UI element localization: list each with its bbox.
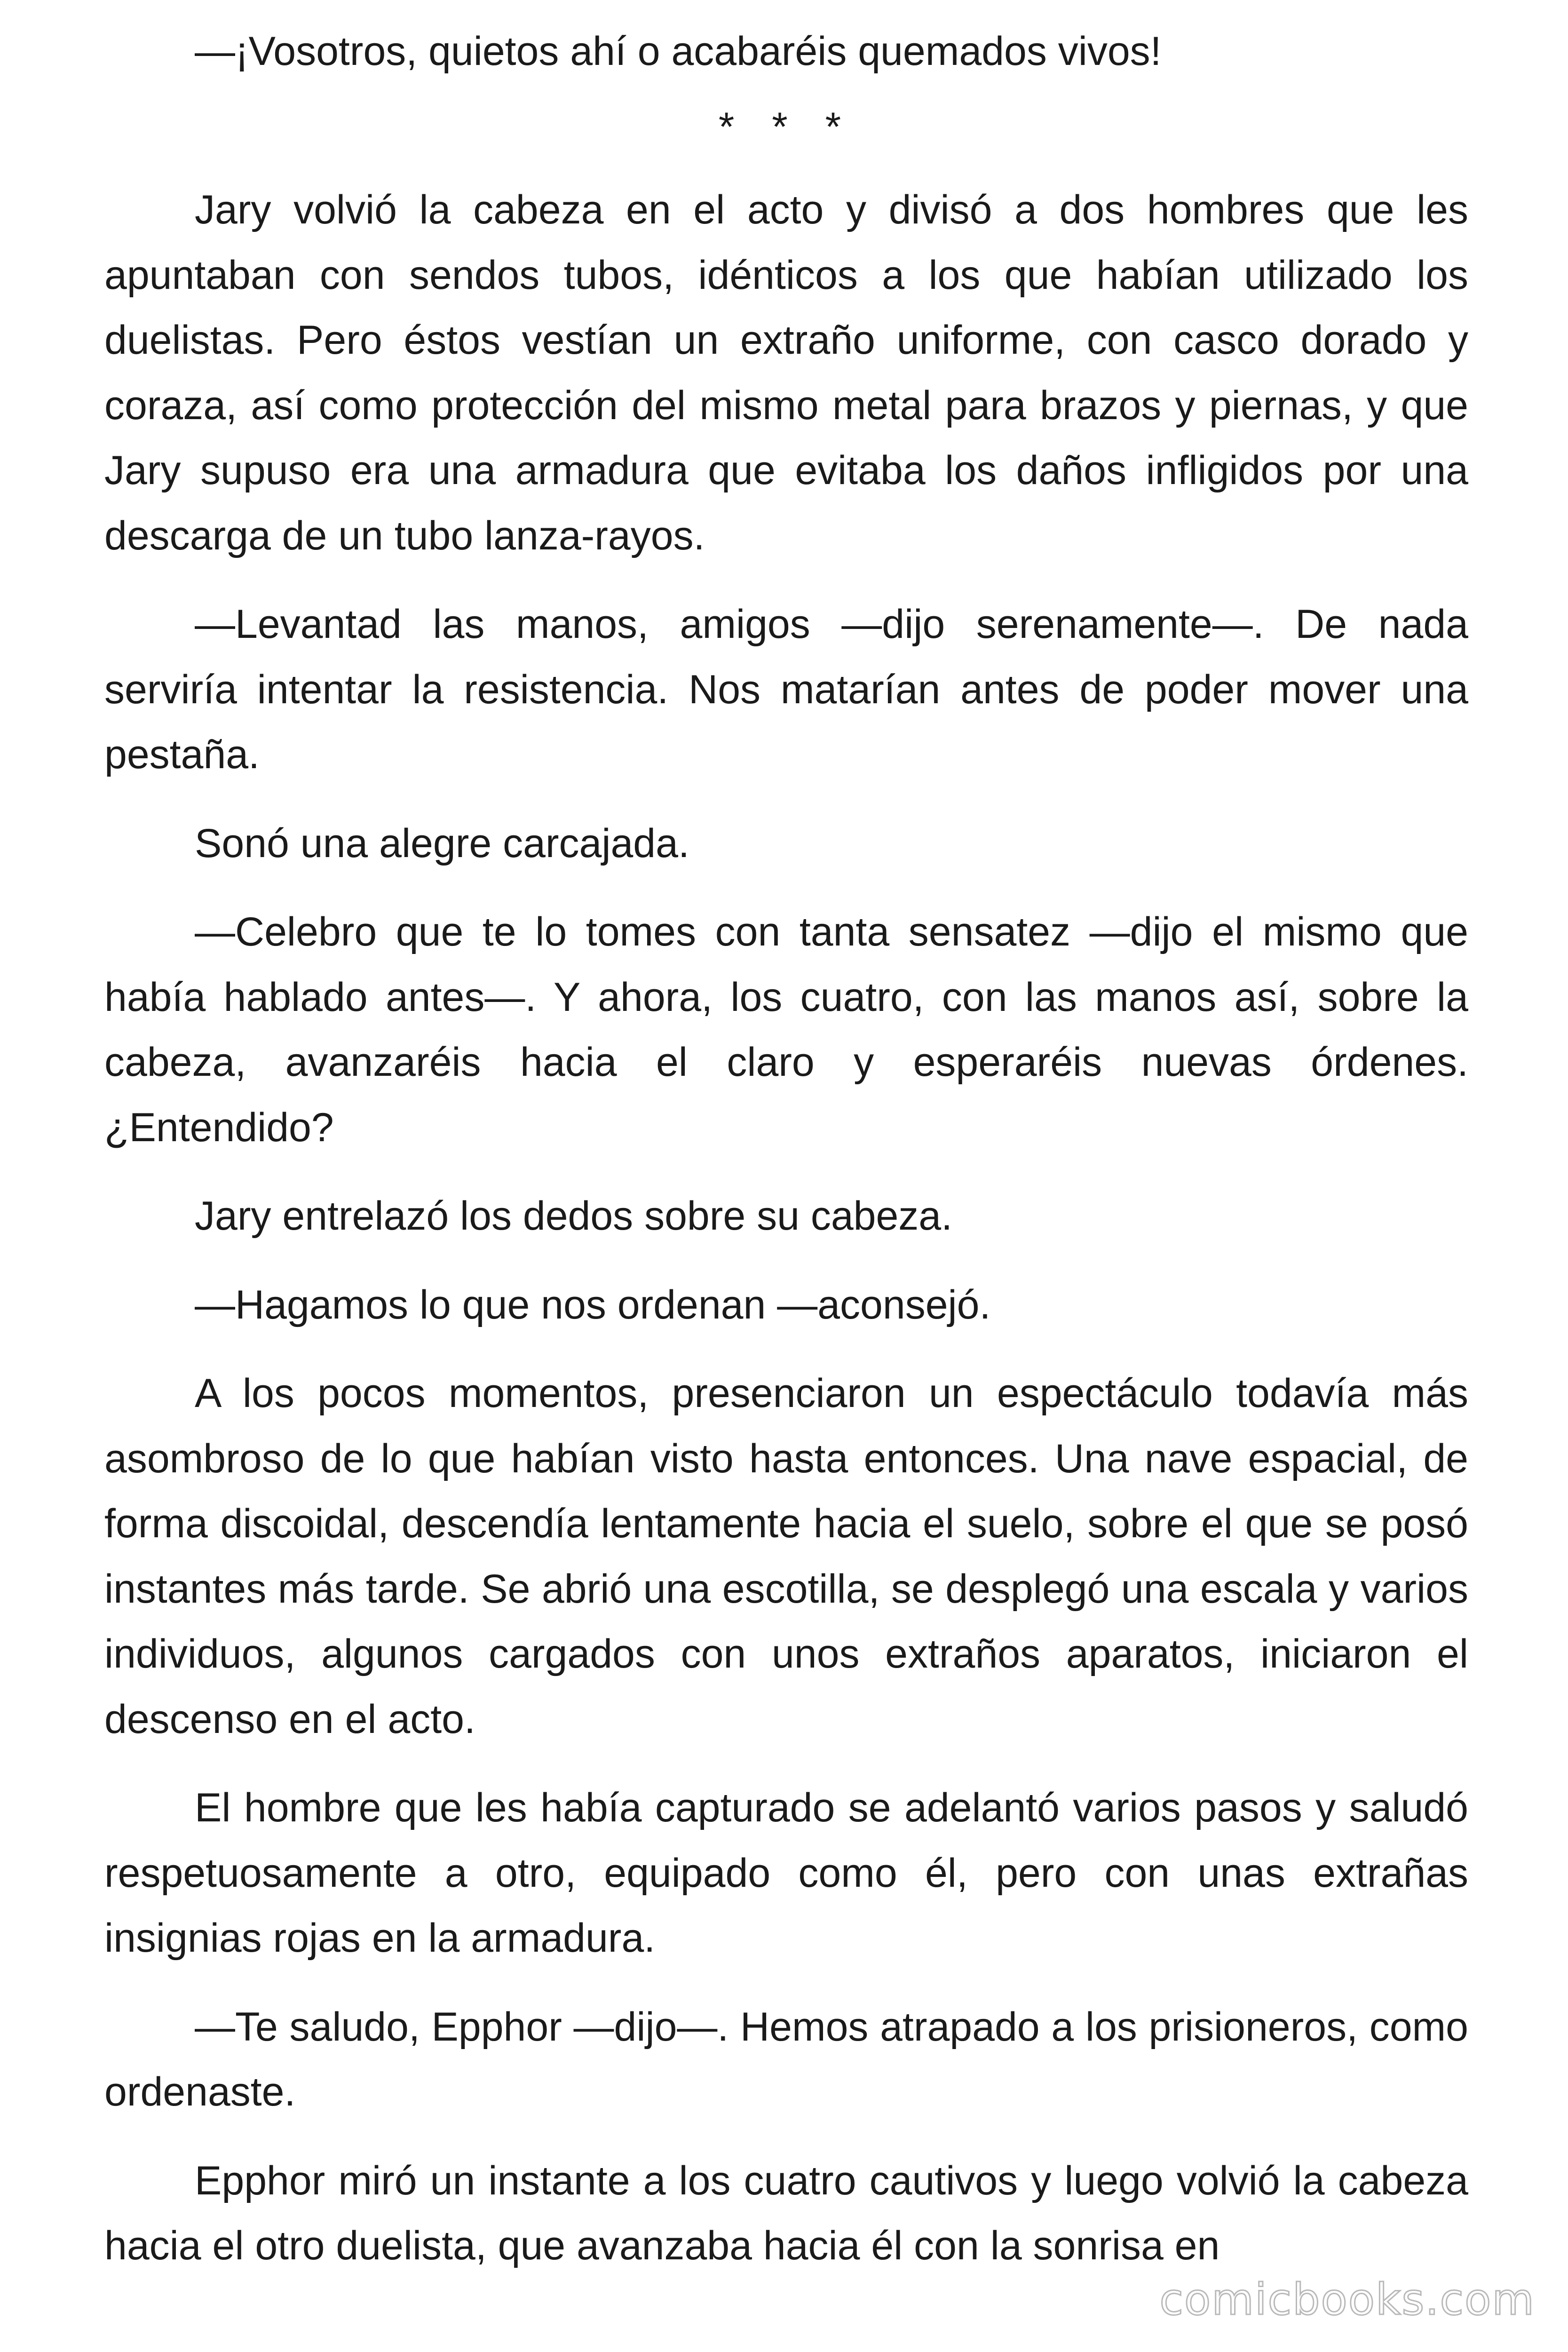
text-column bbox=[104, 19, 1468, 2279]
paragraph-2: Jary volvió la cabeza en el acto y divisó a dos hombres que les apuntaban con sendos tubos, idénticos a los que habían utilizado los duelistas. Pero éstos vestían un extraño uniforme, con casco dorado y coraza, así como protección del mismo metal para brazos y piernas, y que Jary supuso era una armadura que evitaba los daños infligidos por una descarga de un tubo lanza-rayos. bbox=[104, 187, 1468, 558]
watermark: comicbooks.com bbox=[1159, 2274, 1535, 2325]
paragraph-10: —Te saludo, Epphor —dijo—. Hemos atrapado a los prisioneros, como ordenaste. bbox=[104, 2004, 1468, 2114]
paragraph-1: —¡Vosotros, quietos ahí o acabaréis quemados vivos! bbox=[195, 29, 1162, 74]
paragraph-5: —Celebro que te lo tomes con tanta sensatez —dijo el mismo que había hablado antes—. Y ahora, los cuatro, con las manos así, sobre la cabeza, avanzaréis hacia el claro y esperaréis nuevas órdenes. ¿Entendido? bbox=[104, 909, 1468, 1150]
paragraph-6: Jary entrelazó los dedos sobre su cabeza. bbox=[195, 1193, 953, 1239]
paragraph-3: —Levantad las manos, amigos —dijo serenamente—. De nada serviría intentar la resistencia. Nos matarían antes de poder mover una pestaña. bbox=[104, 602, 1468, 777]
paragraph-11: Epphor miró un instante a los cuatro cautivos y luego volvió la cabeza hacia el otro duelista, que avanzaba hacia él con la sonrisa en bbox=[104, 2158, 1468, 2268]
section-separator: * * * bbox=[718, 104, 855, 150]
paragraph-9: El hombre que les había capturado se adelantó varios pasos y saludó respetuosamente a otro, equipado como él, pero con unas extrañas insignias rojas en la armadura. bbox=[104, 1785, 1468, 1961]
paragraph-4: Sonó una alegre carcajada. bbox=[195, 820, 689, 866]
paragraph-8: A los pocos momentos, presenciaron un espectáculo todavía más asombroso de lo que habían visto hasta entonces. Una nave espacial, de forma discoidal, descendía lentamente hacia el suelo, sobre el que se posó instantes más tarde. Se abrió una escotilla, se desplegó una escala y varios individuos, algunos cargados con unos extraños aparatos, iniciaron el descenso en el acto. bbox=[104, 1371, 1468, 1742]
paragraph-7: —Hagamos lo que nos ordenan —aconsejó. bbox=[195, 1282, 991, 1327]
